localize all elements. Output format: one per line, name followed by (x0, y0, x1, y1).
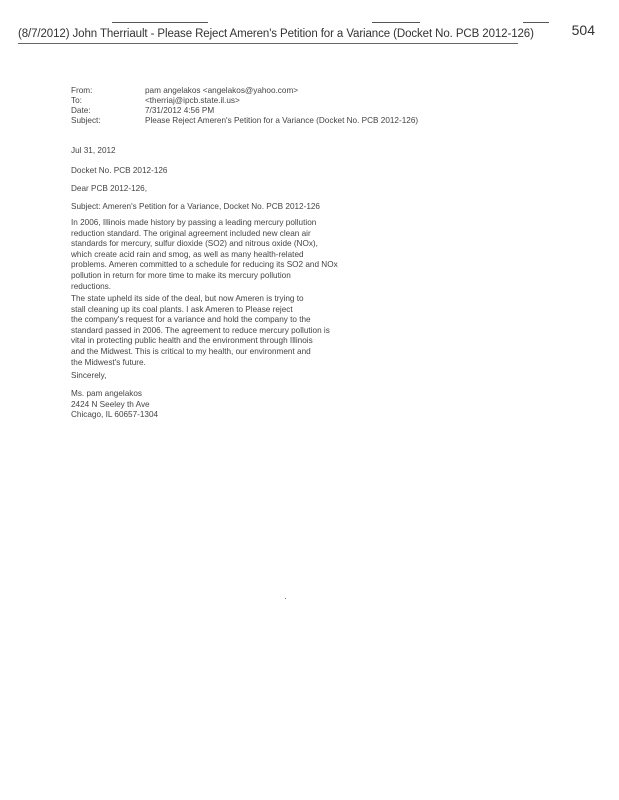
letter-docket: Docket No. PCB 2012-126 (71, 166, 168, 175)
letter-paragraph-1: In 2006, Illinois made history by passing a leading mercury pollution reduction standard. The original agreement included new clean air standards for mercury, sulfur dioxide (SO2) and nitrous oxide (NOx), which create acid rain and smog, as well as many health-related problems. Ameren committed to a schedule for reducing its SO2 and NOx pollution in return for more time to make its mercury pollution reductions. (71, 218, 338, 291)
letter-subject-line: Subject: Ameren's Petition for a Variance, Docket No. PCB 2012-126 (71, 202, 320, 211)
subject-row (71, 116, 418, 126)
letter-date: Jul 31, 2012 (71, 146, 116, 155)
signature-address: 2424 N Seeley th Ave (71, 399, 150, 409)
subject-label: Subject: (71, 116, 101, 125)
from-label: From: (71, 86, 93, 95)
signature-city: Chicago, IL 60657-1304 (71, 410, 159, 419)
to-row (71, 96, 418, 106)
from-row (71, 86, 418, 96)
date-row (71, 106, 418, 116)
to-label: To: (71, 96, 82, 105)
date-value: 7/31/2012 4:56 PM (145, 106, 215, 115)
letter-closing: Sincerely, (71, 371, 107, 380)
date-label: Date: (71, 106, 91, 115)
email-metadata (71, 86, 418, 126)
header-underline (18, 43, 518, 44)
signature-name: Ms. pam angelakos (71, 389, 142, 398)
letter-salutation: Dear PCB 2012-126, (71, 184, 148, 193)
subject-value: Please Reject Ameren's Petition for a Variance (Docket No. PCB 2012-126) (145, 116, 419, 125)
letter-paragraph-2: The state upheld its side of the deal, but now Ameren is trying to stall cleaning up its coal plants. I ask Ameren to Please reject the company's request for a variance and hold the company to the standard passed in 2006. The agreement to reduce mercury pollution is vital in protecting public health and the environment through Illinois and the Midwest. This is critical to my health, our environment and the Midwest's future. (71, 294, 330, 367)
from-value: pam angelakos <angelakos@yahoo.com> (145, 86, 299, 95)
page-number: 504 (571, 22, 595, 38)
top-rule (523, 22, 549, 23)
page-header-title: (8/7/2012) John Therriault - Please Reject Ameren's Petition for a Variance (Docket No. PCB 2012-126) (18, 28, 534, 40)
scan-speck (285, 598, 286, 599)
to-value: <therriaj@ipcb.state.il.us> (145, 96, 240, 105)
top-rule (112, 22, 208, 23)
top-rule (372, 22, 420, 23)
